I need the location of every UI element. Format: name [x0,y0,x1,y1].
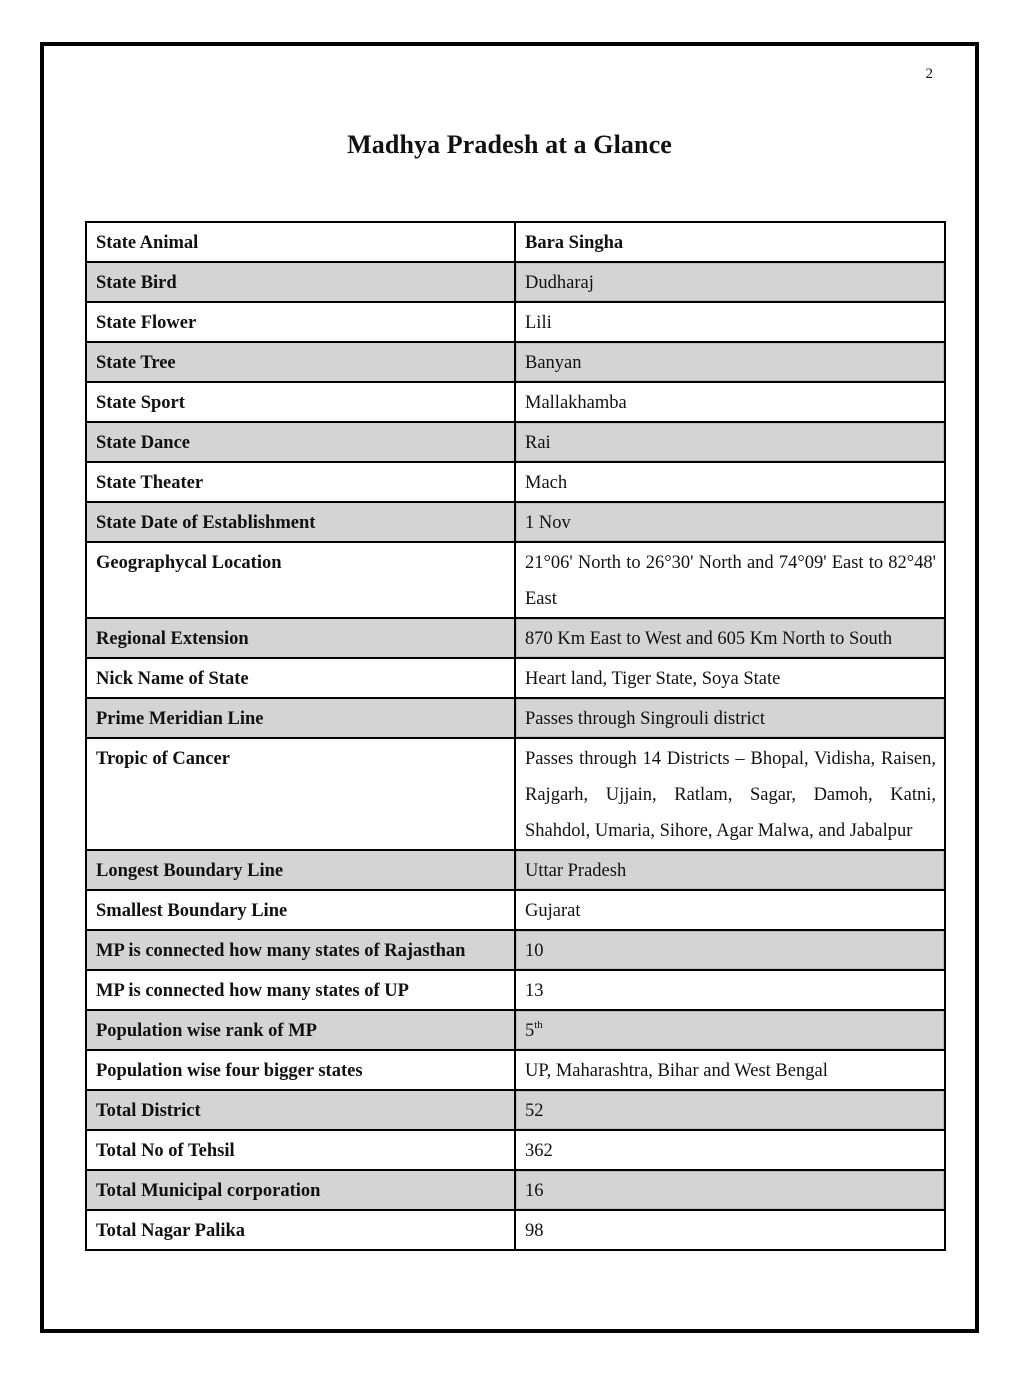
row-value: Banyan [515,342,945,382]
facts-table-body [86,222,945,1250]
row-value: Uttar Pradesh [515,850,945,890]
row-label: Population wise four bigger states [86,1050,515,1090]
table-row [86,698,945,738]
row-value: 362 [515,1130,945,1170]
document-page [40,42,979,1333]
table-row [86,262,945,302]
table-row [86,1130,945,1170]
table-row [86,1010,945,1050]
row-value: 98 [515,1210,945,1250]
row-label: MP is connected how many states of Rajasthan [86,930,515,970]
row-label: State Sport [86,382,515,422]
table-row [86,542,945,618]
row-value: Passes through 14 Districts – Bhopal, Vidisha, Raisen, Rajgarh, Ujjain, Ratlam, Sagar, Damoh, Katni, Shahdol, Umaria, Sihore, Agar Malwa, and Jabalpur [515,738,945,850]
row-label: Longest Boundary Line [86,850,515,890]
facts-table [85,221,946,1251]
row-value: Rai [515,422,945,462]
row-value: 13 [515,970,945,1010]
row-value: 870 Km East to West and 605 Km North to South [515,618,945,658]
table-row [86,1090,945,1130]
page-number: 2 [925,66,933,82]
row-label: Total Nagar Palika [86,1210,515,1250]
row-label: Population wise rank of MP [86,1010,515,1050]
table-row [86,658,945,698]
table-row [86,1210,945,1250]
row-value: 21°06' North to 26°30' North and 74°09' East to 82°48' East [515,542,945,618]
row-value: UP, Maharashtra, Bihar and West Bengal [515,1050,945,1090]
row-label: State Bird [86,262,515,302]
row-value: Dudharaj [515,262,945,302]
row-label: State Flower [86,302,515,342]
row-label: State Theater [86,462,515,502]
row-label: State Tree [86,342,515,382]
row-value: Mallakhamba [515,382,945,422]
row-label: MP is connected how many states of UP [86,970,515,1010]
row-label: Prime Meridian Line [86,698,515,738]
row-label: State Date of Establishment [86,502,515,542]
table-row [86,342,945,382]
row-label: State Animal [86,222,515,262]
table-row [86,1050,945,1090]
table-row [86,302,945,342]
page-title: Madhya Pradesh at a Glance [347,130,672,159]
row-label: Smallest Boundary Line [86,890,515,930]
row-label: Tropic of Cancer [86,738,515,850]
row-value: Bara Singha [515,222,945,262]
table-row [86,222,945,262]
table-row [86,422,945,462]
table-row [86,1170,945,1210]
row-label: Regional Extension [86,618,515,658]
row-value: Heart land, Tiger State, Soya State [515,658,945,698]
row-label: Total Municipal corporation [86,1170,515,1210]
row-value: 10 [515,930,945,970]
table-row [86,462,945,502]
table-row [86,930,945,970]
row-value: Lili [515,302,945,342]
row-value: 5th [515,1010,945,1050]
table-row [86,850,945,890]
row-value: 1 Nov [515,502,945,542]
row-value: 52 [515,1090,945,1130]
ordinal-suffix: th [534,1019,543,1031]
row-label: Nick Name of State [86,658,515,698]
table-row [86,890,945,930]
row-value: Mach [515,462,945,502]
table-row [86,970,945,1010]
row-value: 16 [515,1170,945,1210]
row-label: Total No of Tehsil [86,1130,515,1170]
table-row [86,382,945,422]
row-value: Passes through Singrouli district [515,698,945,738]
row-label: Geographycal Location [86,542,515,618]
table-row [86,618,945,658]
row-label: Total District [86,1090,515,1130]
table-row [86,738,945,850]
table-row [86,502,945,542]
row-label: State Dance [86,422,515,462]
row-value: Gujarat [515,890,945,930]
